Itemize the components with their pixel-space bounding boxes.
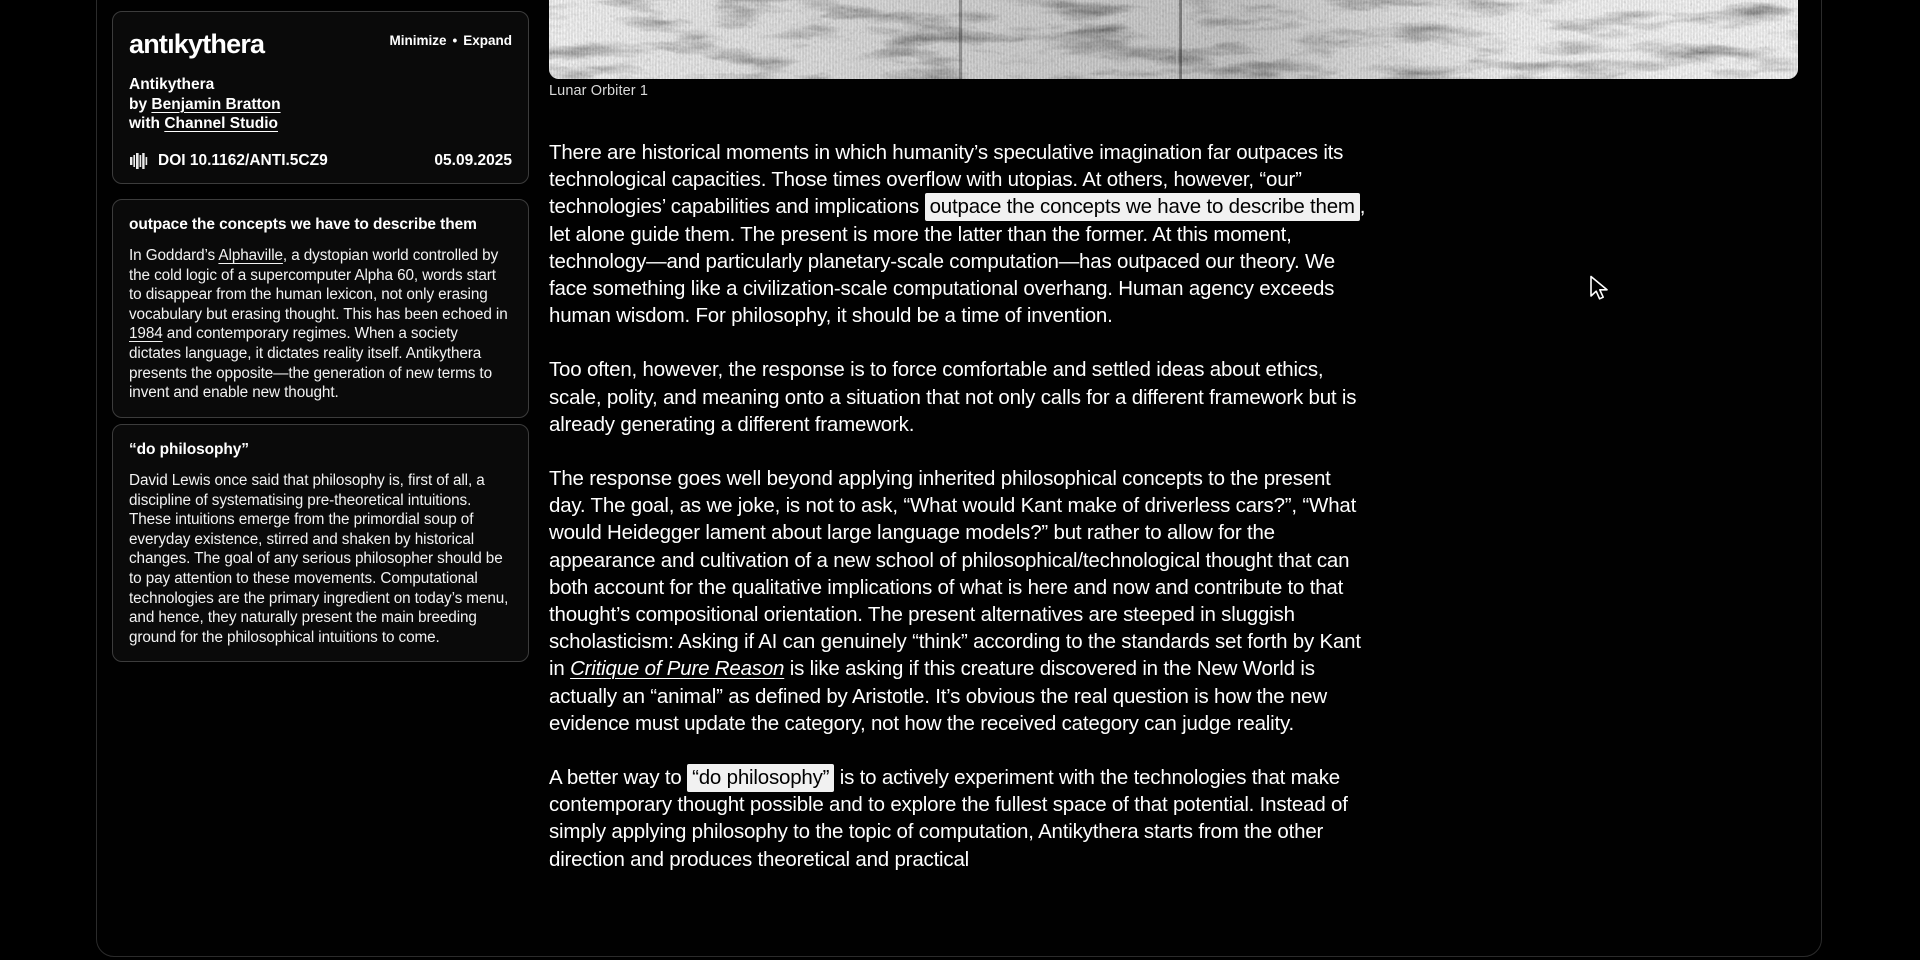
reference-link[interactable]: Critique of Pure Reason	[570, 657, 785, 681]
minimize-button[interactable]: Minimize	[389, 33, 447, 48]
brand-logo[interactable]: antıkythera	[129, 29, 265, 59]
doi-barcode-icon	[129, 151, 149, 171]
annotation-card-outpace	[112, 199, 529, 418]
paragraph-2	[549, 356, 1372, 438]
doi-text: DOI 10.1162/ANTI.5CZ9	[158, 152, 328, 169]
with-label: with	[129, 115, 160, 132]
studio-line	[129, 114, 512, 134]
article-body	[549, 139, 1372, 900]
annotation-body	[129, 246, 512, 403]
publication-title: Antikythera	[129, 76, 215, 93]
text-segment: There are historical moments in which humanity’s speculative imagination far outpaces its technological capacities. Those times overflow with utopias. At others, however, “our” technologies’ capabilities and implications	[549, 141, 1344, 219]
text-segment: is to actively experiment with the technologies that make contemporary thought possible and to explore the fullest space of that potential. Instead of simply applying philosophy to the topic of computation, Antikythera starts from the other direction and produces theoretical and practical	[549, 766, 1348, 871]
byline	[129, 95, 512, 115]
publication-meta	[129, 75, 512, 134]
text-segment: A better way to	[549, 766, 688, 790]
expand-button[interactable]: Expand	[463, 33, 512, 48]
text-segment: Too often, however, the response is to force comfortable and settled ideas about ethics, scale, polity, and meaning onto a situation that not only calls for a different framework but is already generating a different framework.	[549, 358, 1357, 436]
lunar-orbiter-image	[549, 0, 1798, 79]
annotation-highlight[interactable]: outpace the concepts we have to describe them	[925, 193, 1360, 221]
annotation-title: “do philosophy”	[129, 441, 249, 458]
text-segment: , let alone guide them. The present is more the latter than the former. At this moment, technology—and particularly planetary-scale computation—has outpaced our theory. We face something like a civilization-scale computational overhang. Human agency exceeds human wisdom. For philosophy, it should be a time of invention.	[549, 195, 1366, 328]
annotation-title: outpace the concepts we have to describe them	[129, 216, 477, 233]
annotation-card-do-philosophy	[112, 424, 529, 662]
inline-link[interactable]: 1984	[129, 325, 163, 343]
by-label: by	[129, 95, 148, 113]
text-segment: , a dystopian world controlled by the cold logic of a supercomputer Alpha 60, words start to disappear from the human lexicon, not only erasing vocabulary but erasing thought. This has been echoed in	[129, 247, 508, 323]
annotation-body	[129, 471, 512, 647]
figure-caption: Lunar Orbiter 1	[549, 83, 649, 99]
paragraph-4	[549, 764, 1372, 873]
author-link[interactable]: Benjamin Bratton	[151, 95, 281, 113]
studio-link[interactable]: Channel Studio	[164, 115, 278, 132]
lunar-surface-texture	[549, 0, 1798, 79]
window-controls	[389, 33, 512, 48]
text-segment: In Goddard’s	[129, 247, 219, 264]
text-segment: and contemporary regimes. When a society dictates language, it dictates reality itself. Antikythera presents the opposite—the generation of new terms to invent and enable new thought.	[129, 325, 492, 402]
reader-window	[96, 0, 1822, 957]
annotation-highlight[interactable]: “do philosophy”	[687, 764, 834, 792]
text-segment: The response goes well beyond applying inherited philosophical concepts to the present day. The goal, as we joke, is not to ask, “What would Kant make of driverless cars?”, “What would Heidegger lament about large language models?” but rather to allow for the appearance and cultivation of a new school of philosophical/technological thought that can both account for the qualitative implications of what is here and now and contribute to that thought’s compositional orientation. The present alternatives are steeped in sluggish scholasticism: Asking if AI can genuinely “think” according to the standards set forth by Kant in	[549, 467, 1361, 681]
controls-separator-icon: •	[452, 33, 458, 48]
text-segment: is like asking if this creature discovered in the New World is actually an “animal” as defined by Aristotle. It’s obvious the real question is how the new evidence must update the category, not how the received category can judge reality.	[549, 657, 1327, 735]
text-segment: David Lewis once said that philosophy is, first of all, a discipline of systematising pre-theoretical intuitions. These intuitions emerge from the primordial soup of everyday existence, stirred and shaken by historical changes. The goal of any serious philosopher should be to pay attention to these movements. Computational technologies are the primary ingredient on today’s menu, and hence, they naturally present the main breeding ground for the philosophical intuitions to come.	[129, 472, 509, 646]
publication-date: 05.09.2025	[434, 152, 512, 169]
paragraph-1	[549, 139, 1372, 329]
publication-header-card	[112, 11, 529, 184]
inline-link[interactable]: Alphaville	[218, 247, 283, 264]
paragraph-3	[549, 465, 1372, 737]
doi-row	[129, 151, 512, 171]
